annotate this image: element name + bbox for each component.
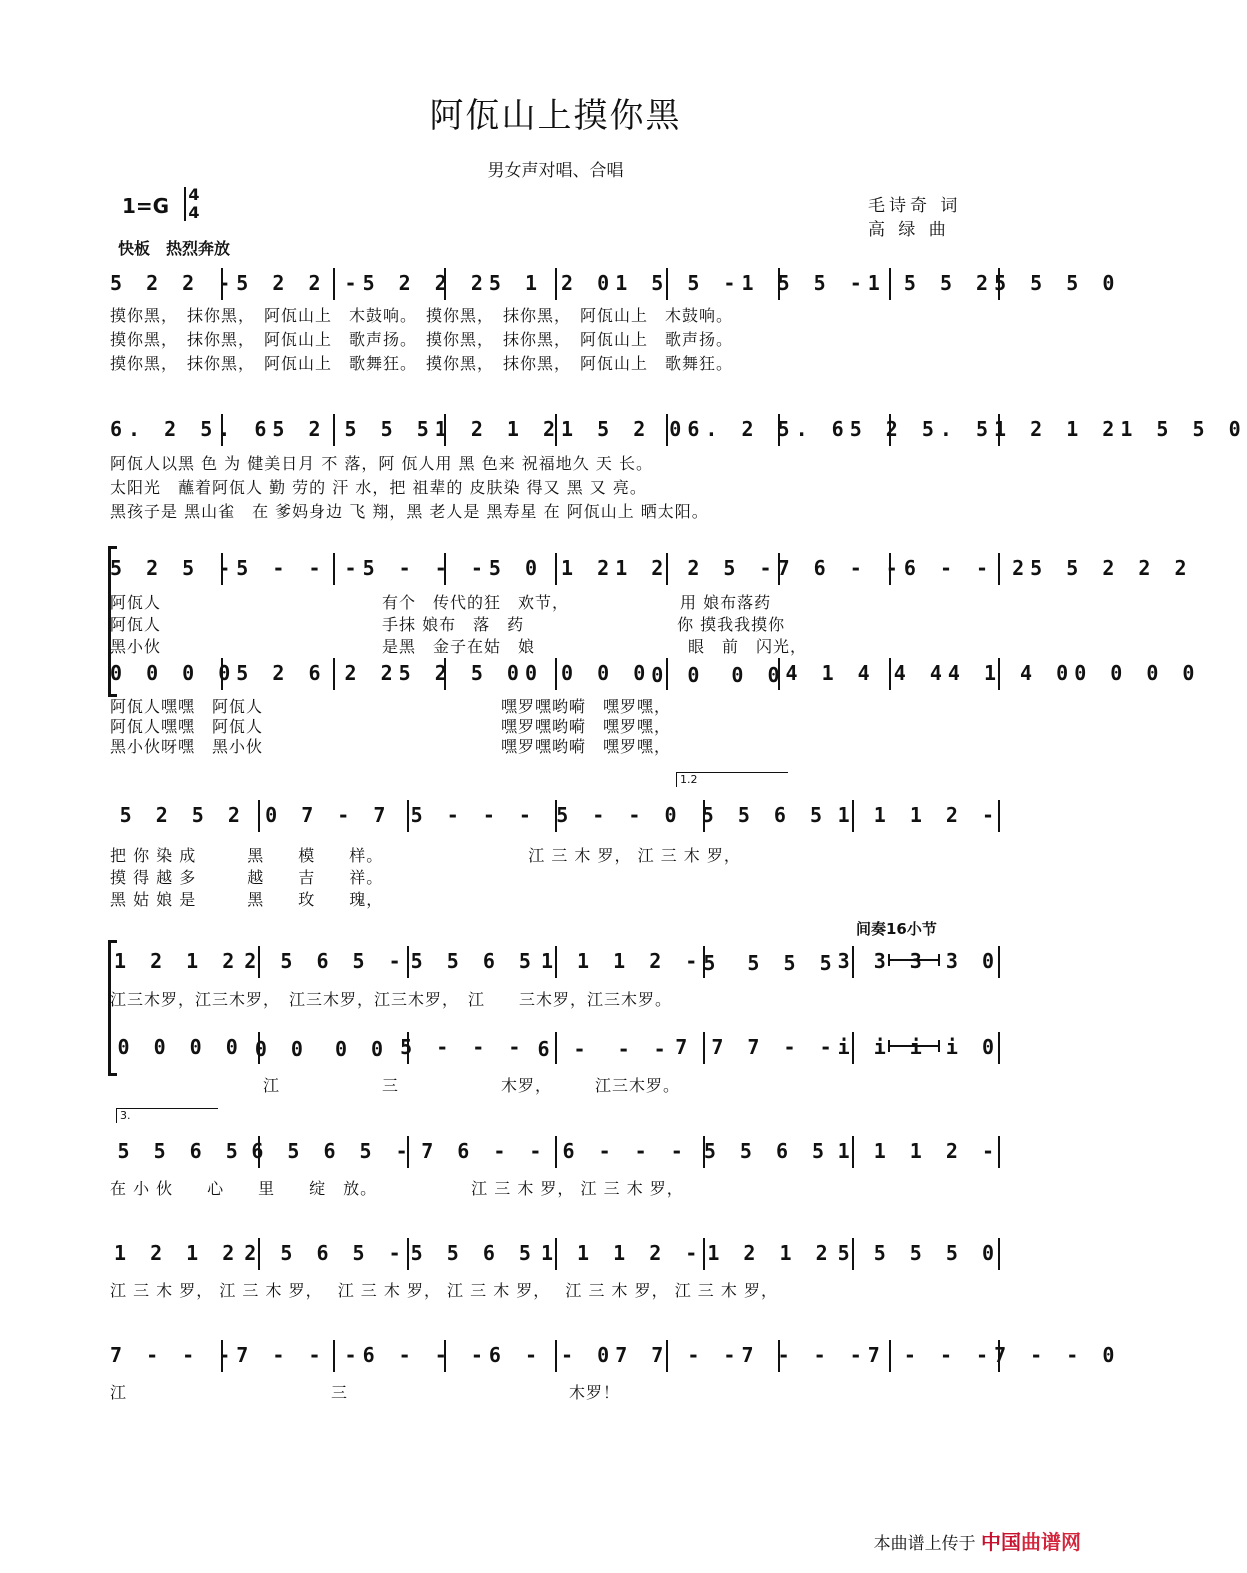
measure: 5 5 6 5	[410, 1241, 537, 1265]
lyric-line: 黑小伙 是黑 金子在姑 娘 眼 前 闪光，	[110, 637, 808, 656]
measure: 7 - - -	[867, 1343, 995, 1367]
lyric-line: 摸你黑， 抹你黑， 阿佤山上 歌声扬。 摸你黑， 抹你黑， 阿佤山上 歌声扬。	[110, 330, 734, 349]
lyric-line: 阿佤人嘿嘿 阿佤人 嘿罗嘿哟嗬 嘿罗嘿，	[110, 717, 672, 736]
lyric-line: 阿佤人嘿嘿 阿佤人 嘿罗嘿哟嗬 嘿罗嘿，	[110, 697, 672, 716]
volta-third: 3.	[116, 1108, 218, 1123]
measure: 0 0 0 0	[117, 1035, 244, 1059]
measure: 7 6 - -	[421, 1139, 548, 1163]
lyric-line: 阿佤人以黑 色 为 健美日月 不 落，阿 佤人用 黑 色来 祝福地久 天 长。	[110, 454, 653, 473]
measure: 5 0 1 2	[488, 556, 616, 580]
lyric-line: 摸 得 越 多 越 吉 祥。	[110, 868, 384, 887]
footer-text: 本曲谱上传于	[873, 1534, 976, 1554]
measure: 0 0 0 0	[254, 1036, 390, 1061]
measure: 6 5 6 5 -	[251, 1139, 414, 1163]
measure: 5 5 5 5 0	[837, 1241, 1001, 1265]
measure: 7 - - -	[110, 1343, 237, 1367]
measure: 7 - - -	[236, 1343, 363, 1367]
measure: 5 - - -	[362, 556, 489, 580]
measure: 5 2 5 5 5	[272, 417, 435, 441]
measure: 7 7 7 - -	[675, 1035, 838, 1059]
measure: 6 - - 0	[488, 1343, 616, 1367]
measure: 0 0 0 0	[110, 661, 237, 685]
measure: 5 - - 0	[556, 803, 683, 827]
measure: 7 - - 0	[994, 1343, 1121, 1367]
measure: 7 7 - -	[615, 1343, 742, 1367]
song-subtitle: 男女声对唱、合唱	[487, 161, 624, 181]
time-signature	[184, 186, 204, 222]
measure: 5 5 6 5	[701, 803, 829, 827]
measure: 5 5 6 5	[703, 1139, 831, 1163]
notation-line	[110, 268, 1121, 298]
measure: 1 5 2 0	[561, 417, 688, 441]
measure: 3 3 3 3 0	[837, 949, 1001, 973]
measure: 5 2 5. 5	[849, 417, 995, 441]
notation-line	[110, 800, 1000, 830]
measure: 1 1 1 2 -	[540, 1241, 704, 1265]
interlude-marking: 间奏16小节	[856, 920, 937, 938]
bar-line	[998, 1136, 1000, 1168]
measure: 1 2 1 2	[994, 417, 1121, 441]
measure: 5 5 2 2 2	[1030, 556, 1193, 580]
measure: 5 1 2 0	[488, 271, 616, 295]
measure: 5 5 5 0	[994, 271, 1121, 295]
measure: 6 - - 2	[903, 556, 1031, 580]
measure: 7 - - -	[741, 1343, 868, 1367]
measure: 1 5 5 -	[615, 271, 742, 295]
measure: 5 5 6 5	[117, 1139, 244, 1163]
measure: 1 2 1 2	[707, 1241, 834, 1265]
measure: 2 5 6 5 -	[244, 1241, 407, 1265]
footer-brand-1: 中国	[981, 1530, 1021, 1554]
song-title: 阿佤山上摸你黑	[429, 96, 682, 136]
notation-line	[110, 946, 1000, 976]
credits	[868, 194, 961, 242]
measure: 1 5 5 0	[1120, 417, 1247, 441]
measure: 5 2 2 -	[110, 271, 237, 295]
lyric-line: 在 小 伙 心 里 绽 放。 江 三 木 罗， 江 三 木 罗，	[110, 1179, 684, 1198]
composer: 高 绿 曲	[868, 220, 950, 240]
lyric-line: 摸你黑， 抹你黑， 阿佤山上 木鼓响。 摸你黑， 抹你黑， 阿佤山上 木鼓响。	[110, 306, 734, 325]
measure: 0 7 - 7	[265, 803, 392, 827]
measure: 5 2 5 0	[398, 661, 525, 685]
bar-line	[998, 1340, 1000, 1372]
measure: 6. 2 5. 6	[110, 417, 273, 441]
measure: 0 0 0 0	[1074, 661, 1201, 685]
measure: 6 - - -	[537, 1036, 672, 1061]
bar-line	[998, 268, 1000, 300]
lyric-line: 摸你黑， 抹你黑， 阿佤山上 歌舞狂。 摸你黑， 抹你黑， 阿佤山上 歌舞狂。	[110, 354, 734, 373]
footer-brand-2: 曲谱网	[1021, 1530, 1081, 1554]
measure: 5 - - -	[400, 1035, 527, 1059]
measure: 5 5 6 5	[410, 949, 537, 973]
measure: 1 5 5 2	[867, 271, 995, 295]
notation-line	[110, 1136, 1000, 1166]
notation-line	[110, 1238, 1000, 1268]
lyric-line: 江 三 木罗， 江三木罗。	[110, 1076, 681, 1095]
notation-line	[110, 553, 1193, 583]
bar-line	[998, 658, 1000, 690]
measure: 1 1 1 2 -	[837, 1139, 1000, 1163]
measure: 5 5 5 5	[703, 950, 838, 975]
bar-line	[998, 946, 1000, 978]
measure: 6 - - -	[562, 1139, 689, 1163]
measure: 5 - - -	[236, 556, 363, 580]
measure: 4 1 4 4 4	[785, 661, 948, 685]
measure: 5 2 2 2	[362, 271, 489, 295]
measure: 1 2 1 2	[114, 949, 241, 973]
measure: 5 2 2 -	[236, 271, 363, 295]
key-signature: 1=G	[122, 194, 170, 218]
lyric-line: 阿佤人 手抹 娘布 落 药 你 摸我我摸你	[110, 615, 786, 634]
measure: 1 1 1 2 -	[837, 803, 1001, 827]
measure: 1 2 2 5 -	[615, 556, 778, 580]
notation-line	[110, 1340, 1121, 1370]
notation-line	[110, 414, 1247, 444]
lyric-line: 江三木罗，江三木罗， 江三木罗，江三木罗， 江 三木罗，江三木罗。	[110, 990, 673, 1009]
measure: 0 0 0 0	[524, 661, 652, 685]
measure: 5 - - -	[410, 803, 537, 827]
bar-line	[998, 1238, 1000, 1270]
notation-line	[110, 1032, 1000, 1062]
bar-line	[998, 553, 1000, 585]
measure: 1 2 1 2	[114, 1241, 241, 1265]
lyric-line: 黑小伙呀嘿 黑小伙 嘿罗嘿哟嗬 嘿罗嘿，	[110, 737, 672, 756]
lyric-line: 阿佤人 有个 传代的狂 欢节， 用 娘布落药	[110, 593, 772, 612]
notation-line	[110, 658, 1201, 688]
measure: 0 0 0 0	[651, 662, 786, 687]
measure: 7 6 - -	[777, 556, 904, 580]
tempo-marking: 快板 热烈奔放	[118, 239, 231, 258]
measure: 5 2 6 2 2	[236, 661, 399, 685]
measure: 1 1 1 2 -	[540, 949, 704, 973]
lyric-line: 把 你 染 成 黑 模 样。 江 三 木 罗， 江 三 木 罗，	[110, 846, 741, 865]
time-sig-denominator: 4	[188, 203, 200, 222]
measure: 5 2 5 2	[119, 803, 246, 827]
lyric-line: 黑 姑 娘 是 黑 玫 瑰，	[110, 890, 384, 909]
measure: 5 2 5 -	[110, 556, 237, 580]
volta-first-second: 1.2	[676, 772, 788, 787]
bar-line	[998, 414, 1000, 446]
measure: 2 5 6 5 -	[244, 949, 407, 973]
measure: 6. 2 5. 6	[687, 417, 850, 441]
lyric-line: 江 三 木罗！	[110, 1383, 621, 1402]
measure: 6 - - -	[362, 1343, 489, 1367]
bar-line	[998, 1032, 1000, 1064]
measure: 4 1 4 0	[947, 661, 1075, 685]
measure: i i i i 0	[837, 1035, 1000, 1059]
lyricist: 毛诗奇 词	[868, 196, 962, 216]
bar-line	[998, 800, 1000, 832]
lyric-line: 江 三 木 罗， 江 三 木 罗， 江 三 木 罗， 江 三 木 罗， 江 三 木 罗， 江 三 木 罗，	[110, 1281, 778, 1300]
lyric-line: 太阳光 蘸着阿佤人 勤 劳的 汗 水，把 祖辈的 皮肤染 得又 黑 又 亮。	[110, 478, 647, 497]
measure: 1 5 5 -	[741, 271, 868, 295]
time-sig-numerator: 4	[188, 185, 200, 204]
measure: 1 2 1 2	[434, 417, 562, 441]
lyric-line: 黑孩子是 黑山雀 在 爹妈身边 飞 翔，黑 老人是 黑寿星 在 阿佤山上 晒太阳。	[110, 502, 709, 521]
footer	[874, 1526, 1081, 1555]
